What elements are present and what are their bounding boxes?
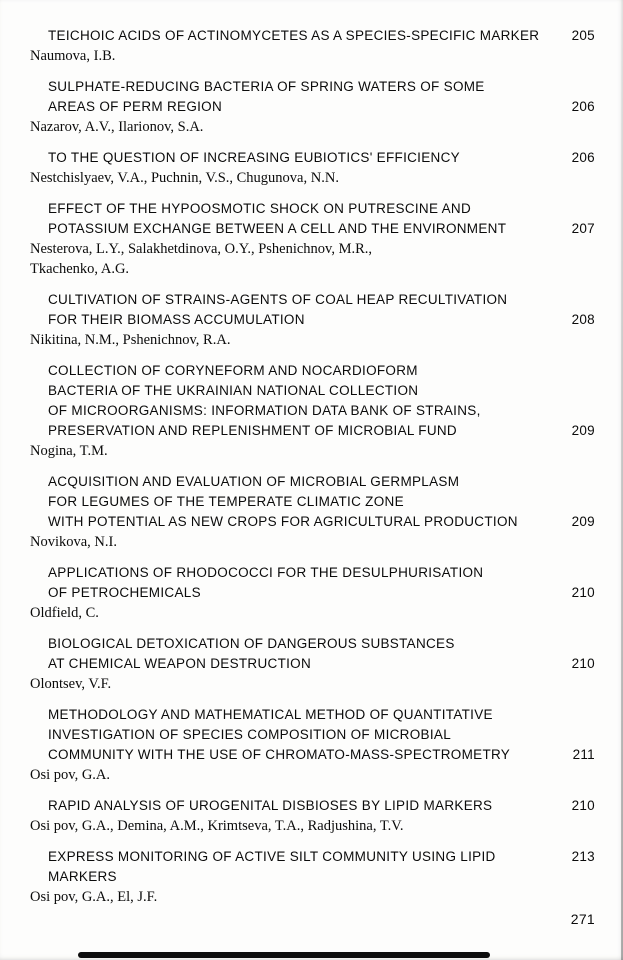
toc-entry (30, 472, 595, 552)
entry-title-line: COLLECTION OF CORYNEFORM AND NOCARDIOFORM (48, 363, 418, 378)
entry-title-line: OF PETROCHEMICALS (48, 585, 201, 600)
entry-title-line: FOR LEGUMES OF THE TEMPERATE CLIMATIC ZONE (48, 494, 404, 509)
entry-page-number: 209 (571, 514, 595, 529)
entry-authors: Oldfield, C. (30, 605, 99, 621)
entry-title-line: ACQUISITION AND EVALUATION OF MICROBIAL GERMPLASM (48, 474, 460, 489)
entry-page-number: 205 (571, 28, 595, 43)
entry-title-line: AREAS OF PERM REGION (48, 99, 223, 114)
entry-title-line: SULPHATE-REDUCING BACTERIA OF SPRING WATERS OF SOME (48, 79, 485, 94)
entry-page-number: 207 (571, 221, 595, 236)
entry-title-line: TO THE QUESTION OF INCREASING EUBIOTICS' EFFICIENCY (48, 150, 460, 165)
toc-entry (30, 796, 595, 836)
entry-title-line: METHODOLOGY AND MATHEMATICAL METHOD OF QUANTITATIVE (48, 707, 493, 722)
entry-title-line: FOR THEIR BIOMASS ACCUMULATION (48, 312, 305, 327)
scan-smudge-artifact (78, 952, 490, 958)
entry-page-number: 210 (571, 798, 595, 813)
entry-title-line: EFFECT OF THE HYPOOSMOTIC SHOCK ON PUTRESCINE AND (48, 201, 471, 216)
toc-entry (30, 634, 595, 694)
toc-entry (30, 77, 595, 137)
entry-title-line: OF MICROORGANISMS: INFORMATION DATA BANK OF STRAINS, (48, 403, 481, 418)
entry-page-number: 211 (572, 747, 595, 762)
entry-authors: Novikova, N.I. (30, 534, 117, 550)
entry-title-line: BIOLOGICAL DETOXICATION OF DANGEROUS SUBSTANCES (48, 636, 455, 651)
entry-title-line: COMMUNITY WITH THE USE OF CHROMATO-MASS-SPECTROMETRY (48, 747, 511, 762)
entry-page-number: 206 (571, 150, 595, 165)
entry-title-line: POTASSIUM EXCHANGE BETWEEN A CELL AND THE ENVIRONMENT (48, 221, 507, 236)
toc-entry (30, 705, 595, 785)
entry-page-number: 210 (571, 656, 595, 671)
entry-authors: Osi pov, G.A. (30, 767, 111, 783)
entry-authors: Nazarov, A.V., Ilarionov, S.A. (30, 119, 204, 135)
entry-authors: Osi pov, G.A., Demina, A.M., Krimtseva, T.A., Radjushina, T.V. (30, 818, 404, 834)
entry-authors: Olontsev, V.F. (30, 676, 112, 692)
entry-authors: Naumova, I.B. (30, 48, 116, 64)
entry-title-line: RAPID ANALYSIS OF UROGENITAL DISBIOSES BY LIPID MARKERS (48, 798, 493, 813)
entry-title-line: MARKERS (48, 869, 117, 884)
entry-authors: Nikitina, N.M., Pshenichnov, R.A. (30, 332, 231, 348)
toc-entry (30, 26, 595, 66)
entry-title-line: CULTIVATION OF STRAINS-AGENTS OF COAL HEAP RECULTIVATION (48, 292, 508, 307)
entry-page-number: 209 (571, 423, 595, 438)
entry-authors: Nesterova, L.Y., Salakhetdinova, O.Y., Pshenichnov, M.R., (30, 241, 373, 257)
toc-entry (30, 847, 595, 907)
entry-title-line: PRESERVATION AND REPLENISHMENT OF MICROBIAL FUND (48, 423, 457, 438)
entry-title-line: TEICHOIC ACIDS OF ACTINOMYCETES AS A SPECIES-SPECIFIC MARKER (48, 28, 540, 43)
entry-title-line: WITH POTENTIAL AS NEW CROPS FOR AGRICULTURAL PRODUCTION (48, 514, 518, 529)
entry-page-number: 208 (571, 312, 595, 327)
entry-authors: Nestchislyaev, V.A., Puchnin, V.S., Chugunova, N.N. (30, 170, 339, 186)
toc-entry (30, 148, 595, 188)
toc-entry (30, 361, 595, 461)
entry-authors: Tkachenko, A.G. (30, 261, 130, 277)
folio-page-number: 271 (570, 911, 595, 927)
entry-title-line: INVESTIGATION OF SPECIES COMPOSITION OF MICROBIAL (48, 727, 451, 742)
toc-entry (30, 290, 595, 350)
entry-title-line: EXPRESS MONITORING OF ACTIVE SILT COMMUNITY USING LIPID (48, 849, 496, 864)
entry-page-number: 206 (571, 99, 595, 114)
toc-entry (30, 563, 595, 623)
entry-title-line: APPLICATIONS OF RHODOCOCCI FOR THE DESULPHURISATION (48, 565, 484, 580)
entry-page-number: 210 (571, 585, 595, 600)
entry-title-line: BACTERIA OF THE UKRAINIAN NATIONAL COLLECTION (48, 383, 419, 398)
entry-title-line: AT CHEMICAL WEAPON DESTRUCTION (48, 656, 312, 671)
entry-authors: Osi pov, G.A., El, J.F. (30, 889, 158, 905)
entry-authors: Nogina, T.M. (30, 443, 108, 459)
toc-entry (30, 199, 595, 279)
entry-page-number: 213 (571, 849, 595, 864)
